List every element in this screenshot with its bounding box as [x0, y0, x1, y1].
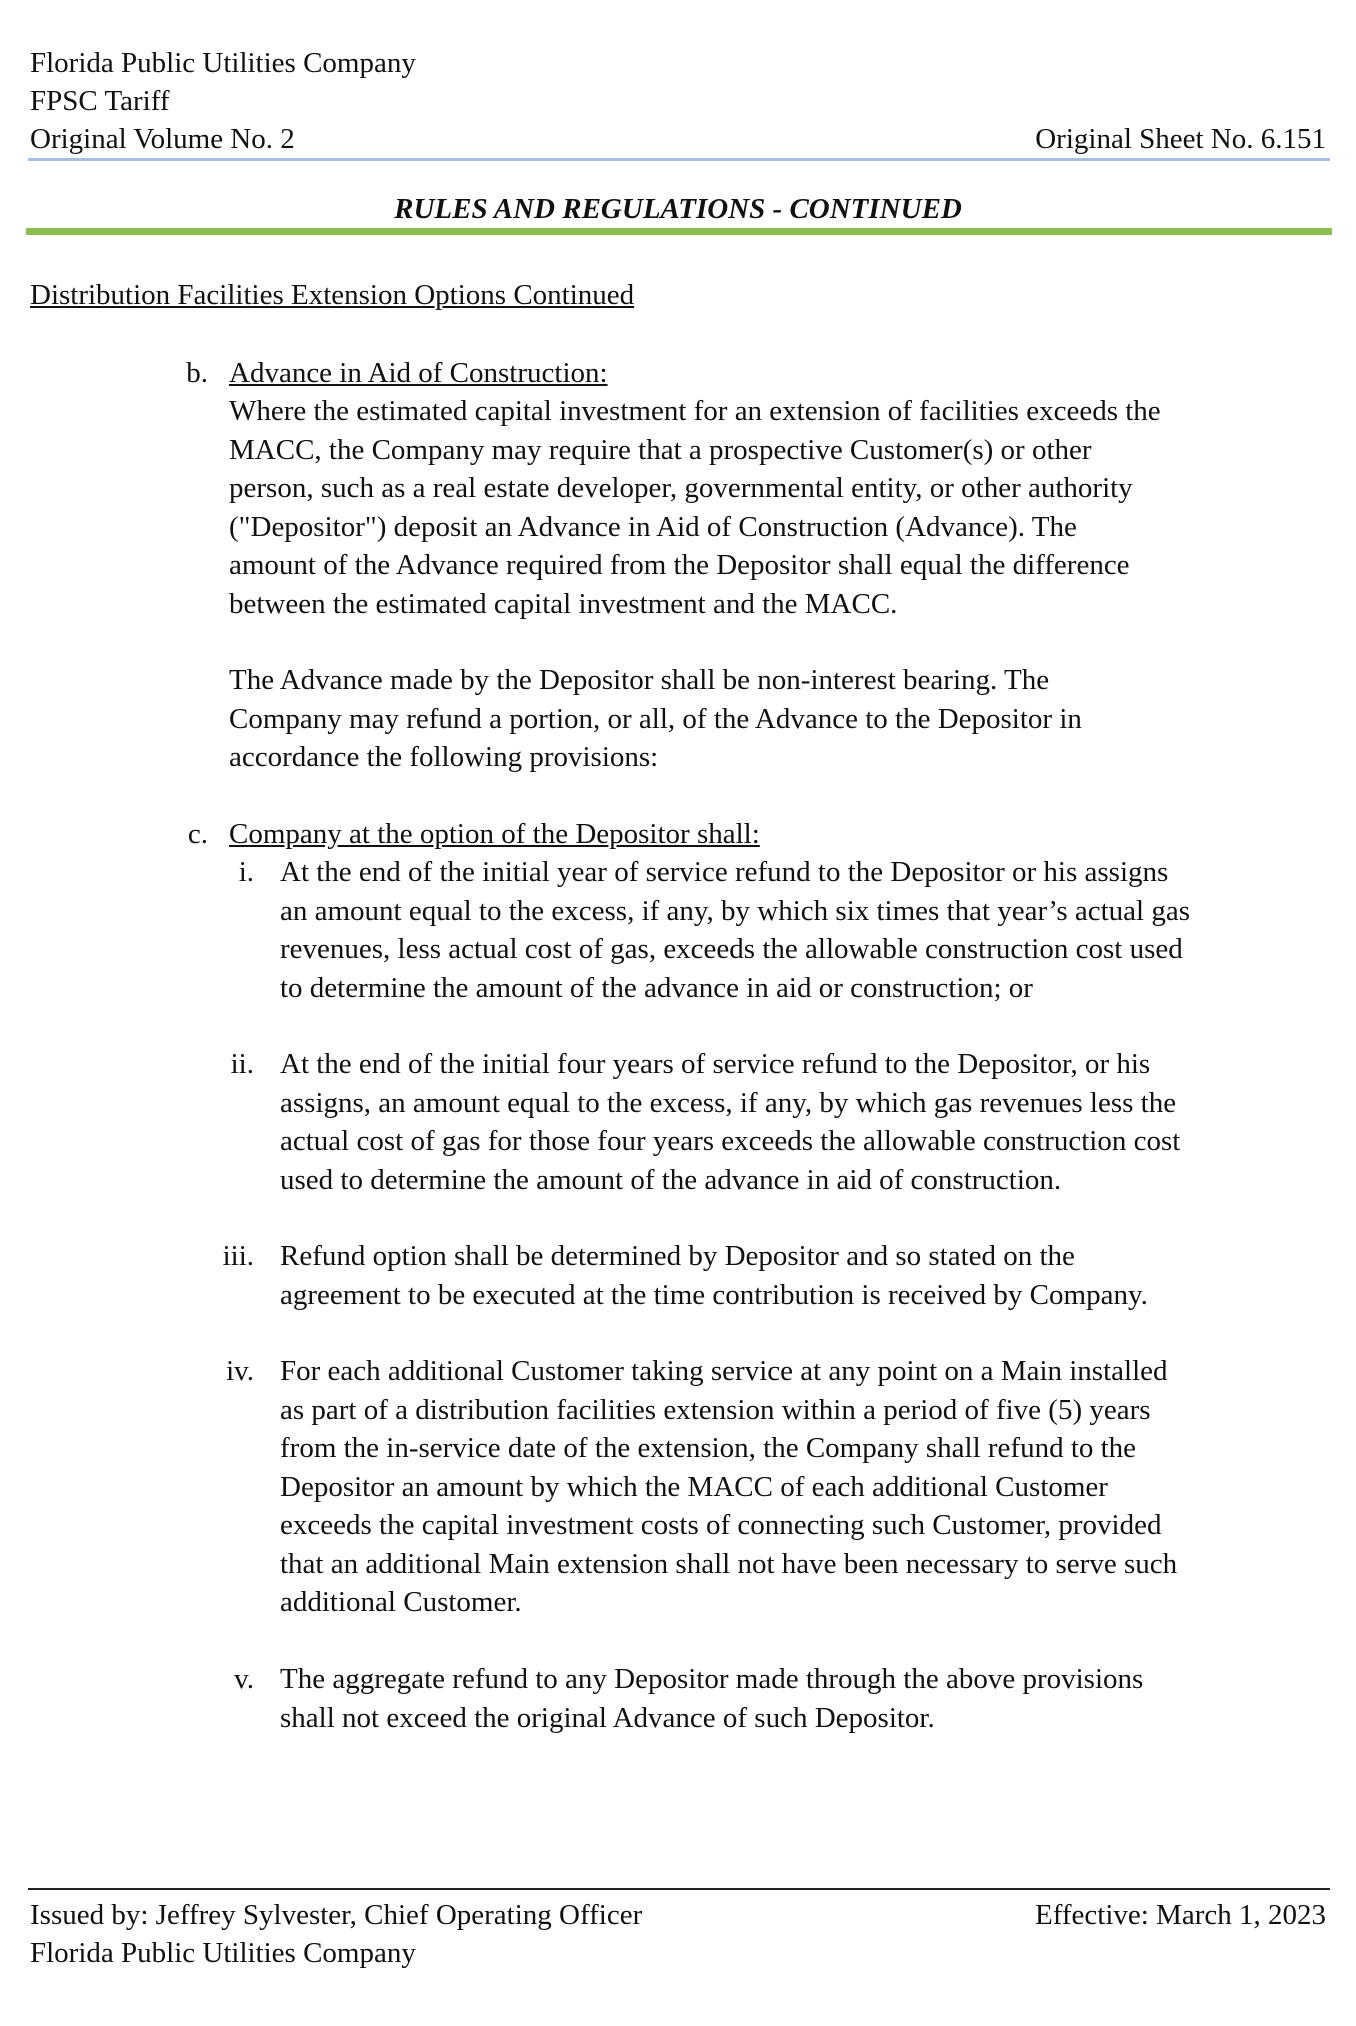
subitem-iv-marker: iv. — [226, 1355, 254, 1387]
paragraph-line: additional Customer. — [280, 1586, 522, 1618]
paragraph-line: from the in-service date of the extension, the Company shall refund to the — [280, 1432, 1137, 1464]
item-b-paragraph-1 — [229, 392, 1161, 623]
subheading: Distribution Facilities Extension Options Continued — [30, 279, 635, 311]
paragraph-line: accordance the following provisions: — [229, 741, 659, 773]
paragraph-line: assigns, an amount equal to the excess, if any, by which gas revenues less the — [280, 1086, 1177, 1119]
paragraph-line: The Advance made by the Depositor shall be non-interest bearing. The — [229, 664, 1050, 696]
paragraph-line: At the end of the initial year of service refund to the Depositor or his assigns — [280, 856, 1169, 888]
item-c-marker: c. — [187, 818, 208, 850]
subitem-ii-text — [280, 1045, 1180, 1199]
paragraph-line: actual cost of gas for those four years exceeds the allowable construction cost — [280, 1125, 1181, 1157]
subitem-i-text — [280, 853, 1190, 1007]
paragraph-line: person, such as a real estate developer, governmental entity, or other authority — [229, 472, 1133, 504]
item-b-paragraph-2 — [229, 661, 1082, 777]
footer-company-name: Florida Public Utilities Company — [30, 1937, 416, 1969]
paragraph-line: Where the estimated capital investment for an extension of facilities exceeds the — [229, 395, 1161, 427]
header-tariff-name: FPSC Tariff — [30, 85, 170, 117]
paragraph-line: used to determine the amount of the advance in aid of construction. — [280, 1163, 1062, 1196]
footer-left-block — [30, 1896, 642, 1972]
paragraph-line: that an additional Main extension shall not have been necessary to serve such — [280, 1547, 1178, 1580]
paragraph-line: The aggregate refund to any Depositor made through the above provisions — [280, 1663, 1144, 1695]
paragraph-line: revenues, less actual cost of gas, exceeds the allowable construction cost used — [280, 933, 1183, 965]
paragraph-line: Company may refund a portion, or all, of the Advance to the Depositor in — [229, 702, 1082, 735]
paragraph-line: amount of the Advance required from the Depositor shall equal the difference — [229, 549, 1130, 581]
paragraph-line: For each additional Customer taking service at any point on a Main installed — [280, 1355, 1168, 1387]
paragraph-line: between the estimated capital investment and the MACC. — [229, 587, 898, 620]
subitem-i-marker: i. — [238, 856, 254, 888]
paragraph-line: At the end of the initial four years of service refund to the Depositor, or his — [280, 1048, 1151, 1080]
paragraph-line: Depositor an amount by which the MACC of each additional Customer — [280, 1470, 1108, 1503]
paragraph-line: agreement to be executed at the time contribution is received by Company. — [280, 1278, 1148, 1311]
subitem-ii-marker: ii. — [230, 1048, 254, 1080]
item-c-title: Company at the option of the Depositor shall: — [229, 818, 760, 850]
paragraph-line: MACC, the Company may require that a prospective Customer(s) or other — [229, 433, 1092, 466]
section-divider-green — [26, 228, 1332, 235]
footer-issued-by: Issued by: Jeffrey Sylvester, Chief Operating Officer — [30, 1899, 643, 1931]
paragraph-line: as part of a distribution facilities extension within a period of five (5) years — [280, 1393, 1151, 1426]
header-left-block — [30, 44, 416, 158]
footer-divider — [28, 1888, 1330, 1890]
header-sheet-number: Original Sheet No. 6.151 — [1035, 123, 1326, 155]
subitem-v-text — [280, 1660, 1143, 1737]
paragraph-line: exceeds the capital investment costs of connecting such Customer, provided — [280, 1509, 1162, 1541]
subitem-iii-marker: iii. — [222, 1240, 254, 1272]
paragraph-line: shall not exceed the original Advance of such Depositor. — [280, 1701, 935, 1734]
subitem-iii-text — [280, 1237, 1148, 1314]
paragraph-line: ("Depositor") deposit an Advance in Aid of Construction (Advance). The — [229, 510, 1077, 543]
item-b-title: Advance in Aid of Construction: — [229, 357, 608, 389]
header-volume: Original Volume No. 2 — [30, 123, 295, 155]
item-b-marker: b. — [186, 357, 208, 389]
section-title: RULES AND REGULATIONS - CONTINUED — [394, 193, 962, 225]
paragraph-line: an amount equal to the excess, if any, by which six times that year’s actual gas — [280, 894, 1191, 927]
subitem-v-marker: v. — [234, 1663, 254, 1695]
header-company-name: Florida Public Utilities Company — [30, 47, 416, 79]
header-divider-blue — [28, 158, 1330, 161]
footer-effective-date: Effective: March 1, 2023 — [1035, 1899, 1326, 1931]
subitem-iv-text — [280, 1352, 1177, 1622]
paragraph-line: to determine the amount of the advance in aid or construction; or — [280, 971, 1033, 1004]
paragraph-line: Refund option shall be determined by Depositor and so stated on the — [280, 1240, 1075, 1272]
